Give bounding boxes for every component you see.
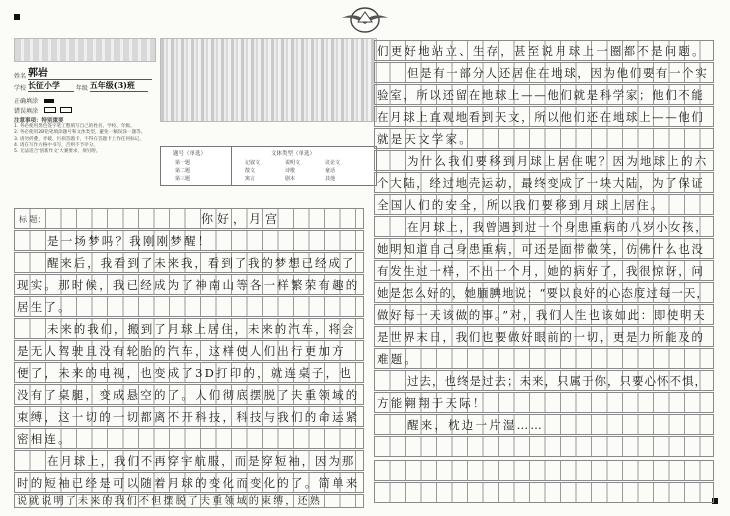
name-label: 姓名	[14, 73, 27, 80]
writing-line	[14, 472, 364, 493]
line-text: 验室，所以还留在地球上——他们就是科学家；他们不能	[377, 88, 705, 102]
line-text: 居生了。	[17, 300, 72, 314]
notes-section	[14, 118, 149, 155]
line-text: 说就说明了未来的我们不但摆脱了夫重领域的束缚，还熟	[17, 496, 322, 507]
notes-title: 注意事项：特别重要	[14, 118, 64, 124]
writing-line	[374, 150, 714, 171]
genre-option[interactable]: 散文	[245, 168, 256, 174]
line-text: 便了，未来的电视，也变成了3D打印的，就连桌子，也	[17, 366, 354, 380]
writing-line	[14, 252, 364, 273]
left-writing-grid	[14, 208, 364, 508]
line-text: 她明知道自己身患重病，可还是面带微笑，仿佛什么也没	[377, 242, 705, 256]
genre-option[interactable]: 说明文	[285, 160, 301, 166]
correct-fill-example	[14, 96, 54, 105]
wrong-fill-example	[14, 106, 72, 115]
genre-option[interactable]: 童话	[325, 168, 336, 174]
note-item: 4. 请在写作方格中书写，否则不予评分。	[14, 142, 98, 148]
writing-line	[374, 460, 714, 481]
line-text: 全国人们的安全，所以我们要移到月球上居住。	[377, 198, 665, 212]
writing-line	[14, 450, 364, 471]
line-text: 未来的我们，搬到了月球上居住，未来的汽车，将会	[47, 322, 356, 336]
barcode-redacted	[160, 38, 377, 122]
line-text: 是无人驾驶且没有轮胎的汽车，这样使人们出行更加方	[17, 344, 346, 358]
question-option[interactable]: 第二题	[175, 168, 191, 174]
note-item: 5. 无法适合'创新作文'大赛要求，须另附。	[14, 149, 101, 155]
writing-line	[14, 428, 364, 449]
essay-title: 你好，月宫	[201, 212, 282, 226]
note-item: 2. 务必使用2B铅笔填涂题号和文体类型，避免一稿误涂一题等。	[14, 130, 146, 136]
note-item: 3. 请勿折叠、弄破、污损答题卡，不得在答题卡上作任何标记。	[14, 136, 144, 142]
line-text: 在月球上，我们不再穿宇航服，而是穿短袖，因为那	[47, 454, 356, 468]
writing-line	[14, 362, 364, 383]
writing-line	[374, 216, 714, 237]
writing-line	[374, 40, 714, 61]
line-text: 们更好地站立、生存，甚至说月球上一圈都不是问题。	[377, 44, 706, 58]
line-text: 是一场梦吗？我刚刚梦醒！	[47, 234, 212, 248]
question-option[interactable]: 第一题	[175, 160, 191, 166]
line-text: 为什么我们要移到月球上居住呢？因为地球上的六	[407, 154, 709, 168]
type-selection-box	[160, 146, 377, 186]
line-text: 在月球上，我曾遇到过一个身患重病的八岁小女孩，	[407, 220, 709, 234]
student-id-barcode-redacted	[14, 38, 156, 62]
writing-line	[374, 326, 714, 347]
question-option[interactable]: 第三题	[175, 176, 191, 182]
line-text: 个大陆，经过地壳运动，最终变成了一块大陆，为了保证	[377, 176, 705, 190]
line-text: 就是天文学家。	[377, 132, 473, 146]
line-text: 醒来，枕边一片湿……	[407, 418, 544, 432]
divider	[231, 147, 232, 185]
genre-option[interactable]: 寓言	[245, 176, 256, 182]
right-writing-grid-empty	[374, 460, 714, 506]
writing-line	[374, 370, 714, 391]
grade-label: 年级	[75, 85, 88, 92]
line-text: 她是怎么好的，她腼腆地说：“要以良好的心态度过每一天，	[377, 286, 709, 300]
line-text: 在月球上直观地看到天文，所以他们还在地球上——他们	[377, 110, 705, 124]
writing-line	[14, 384, 364, 405]
school-value: 长征小学	[27, 80, 60, 90]
title-row	[14, 208, 364, 229]
school-field	[14, 80, 148, 92]
name-value: 郭岩	[27, 68, 48, 79]
writing-line	[374, 436, 714, 457]
writing-line	[14, 340, 364, 361]
genre-header: 文体类型（单选）	[271, 151, 316, 157]
line-text: 有发生过一样，不出一个月，她的病好了，我很惊讶，问	[377, 264, 705, 278]
writing-line	[14, 296, 364, 317]
line-text: 是世界末日，我们也要做好眼前的一切，更是力所能及的	[377, 330, 705, 344]
writing-line	[14, 318, 364, 339]
school-label: 学校	[14, 85, 27, 92]
title-label: 标 题：	[19, 215, 46, 224]
wrong-fill-label: 错误填涂	[14, 108, 39, 115]
line-text: 密相连。	[17, 432, 72, 446]
wrong-box-icon	[60, 107, 72, 113]
writing-line	[374, 282, 714, 303]
writing-line	[374, 304, 714, 325]
writing-line	[374, 84, 714, 105]
writing-line	[14, 274, 364, 295]
question-number-header: 题号（单选）	[173, 151, 207, 157]
writing-line	[14, 230, 364, 251]
line-text: 方能翱翔于天际！	[377, 396, 487, 410]
genre-option[interactable]: 诗歌	[285, 168, 296, 174]
writing-line	[374, 62, 714, 83]
competition-emblem-icon	[340, 4, 390, 34]
writing-line	[374, 414, 714, 435]
right-writing-grid	[374, 40, 714, 460]
grade-value: 五年级(3)班	[89, 80, 135, 90]
writing-line	[374, 482, 714, 503]
genre-option[interactable]: 剧本	[285, 176, 296, 182]
writing-line	[374, 128, 714, 149]
writing-line	[14, 494, 364, 508]
line-text: 但是有一部分人还居住在地球，因为他们要有一个实	[407, 66, 709, 80]
writing-line	[374, 106, 714, 127]
genre-option[interactable]: 记叙文	[245, 160, 261, 166]
line-text: 做好每一天该做的事。”对，我们人生也该如此：即使明天	[377, 308, 707, 322]
writing-line	[374, 238, 714, 259]
line-text: 过去，也终是过去；未来，只属于你，只要心怀不惧，	[407, 374, 707, 388]
note-item: 1. 务必使用黑色签字笔工整填写自己的姓名、学校、年级。	[14, 124, 135, 130]
writing-line	[14, 406, 364, 427]
writing-line	[374, 348, 714, 369]
wrong-box-icon	[44, 107, 56, 113]
writing-line	[374, 260, 714, 281]
line-text: 现实。那时候，我已经成为了神南山等各一样繁荣有趣的	[17, 278, 360, 292]
writing-line	[374, 172, 714, 193]
line-text: 时的短袖已经是可以随着月球的变化而变化的了。简单来	[17, 476, 360, 490]
correct-fill-label: 正确填涂	[14, 98, 39, 105]
filled-box-icon	[44, 99, 54, 103]
name-field	[14, 64, 152, 80]
genre-option[interactable]: 议论文	[325, 160, 341, 166]
registration-mark-top-left	[14, 14, 20, 20]
genre-option[interactable]: 其他	[325, 176, 336, 182]
writing-line	[374, 392, 714, 413]
line-text: 没有了桌腿，变成悬空的了。人们彻底摆脱了夫重领域的	[17, 388, 360, 402]
line-text: 束缚，这一切的一切都离不开科技，科技与我们的命运紧	[17, 410, 360, 424]
line-text: 醒来后，我看到了未来我，看到了我的梦想已经成了	[47, 256, 356, 270]
line-text: 难题。	[377, 352, 419, 366]
writing-line	[374, 194, 714, 215]
